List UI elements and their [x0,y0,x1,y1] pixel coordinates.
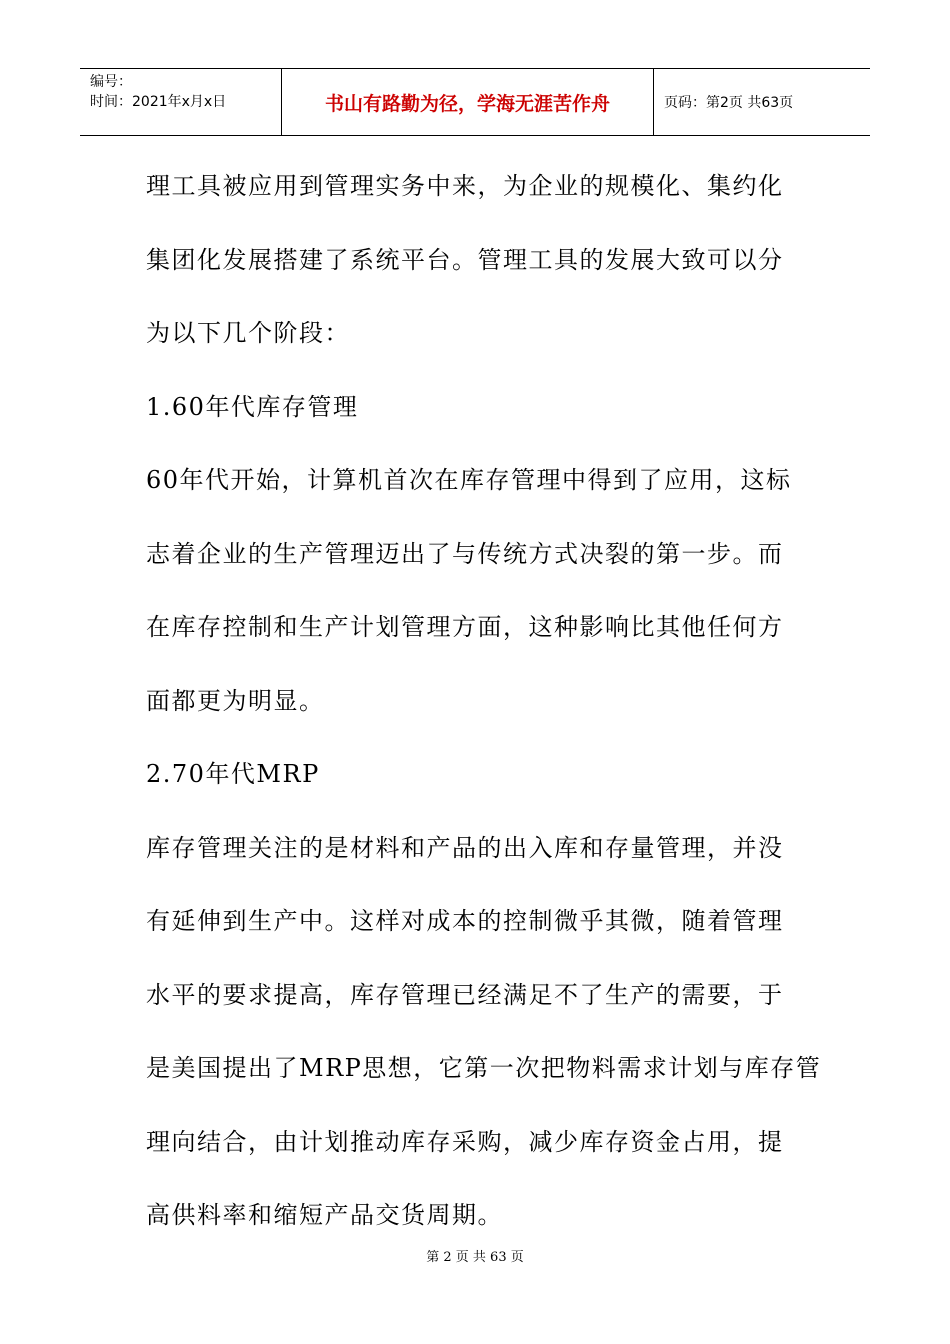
body-line: 水平的要求提高，库存管理已经满足不了生产的需要，于 [146,980,784,1009]
header-page-info: 页码：第2页 共63页 [664,95,794,111]
body-line: 60年代开始，计算机首次在库存管理中得到了应用，这标 [146,466,792,494]
body-line: 库存管理关注的是材料和产品的出入库和存量管理，并没 [146,833,784,862]
header-motto: 书山有路勤为径，学海无涯苦作舟 [282,69,654,135]
body-line: 理工具被应用到管理实务中来，为企业的规模化、集约化 [146,172,784,200]
body-line: 理向结合，由计划推动库存采购，减少库存资金占用，提 [146,1127,784,1156]
body-line: 志着企业的生产管理迈出了与传统方式决裂的第一步。而 [146,539,784,568]
body-line: 在库存控制和生产计划管理方面，这种影响比其他任何方 [146,613,784,641]
body-line: 集团化发展搭建了系统平台。管理工具的发展大致可以分 [146,245,784,274]
document-body [146,150,822,1253]
document-number-label: 编号： [90,74,132,90]
document-date: 时间：2021年x月x日 [90,94,227,110]
page-header [80,68,870,136]
section-heading: 1.60年代库存管理 [146,392,359,421]
body-line: 为以下几个阶段： [146,319,350,347]
body-line: 是美国提出了MRP思想，它第一次把物料需求计划与库存管 [146,1054,822,1082]
body-line: 有延伸到生产中。这样对成本的控制微乎其微，随着管理 [146,907,784,935]
header-meta-cell [80,69,282,135]
section-heading: 2.70年代MRP [146,760,320,788]
body-line: 高供料率和缩短产品交货周期。 [146,1201,503,1229]
body-line: 面都更为明显。 [146,686,325,715]
page-footer: 第 2 页 共 63 页 [426,1250,524,1265]
